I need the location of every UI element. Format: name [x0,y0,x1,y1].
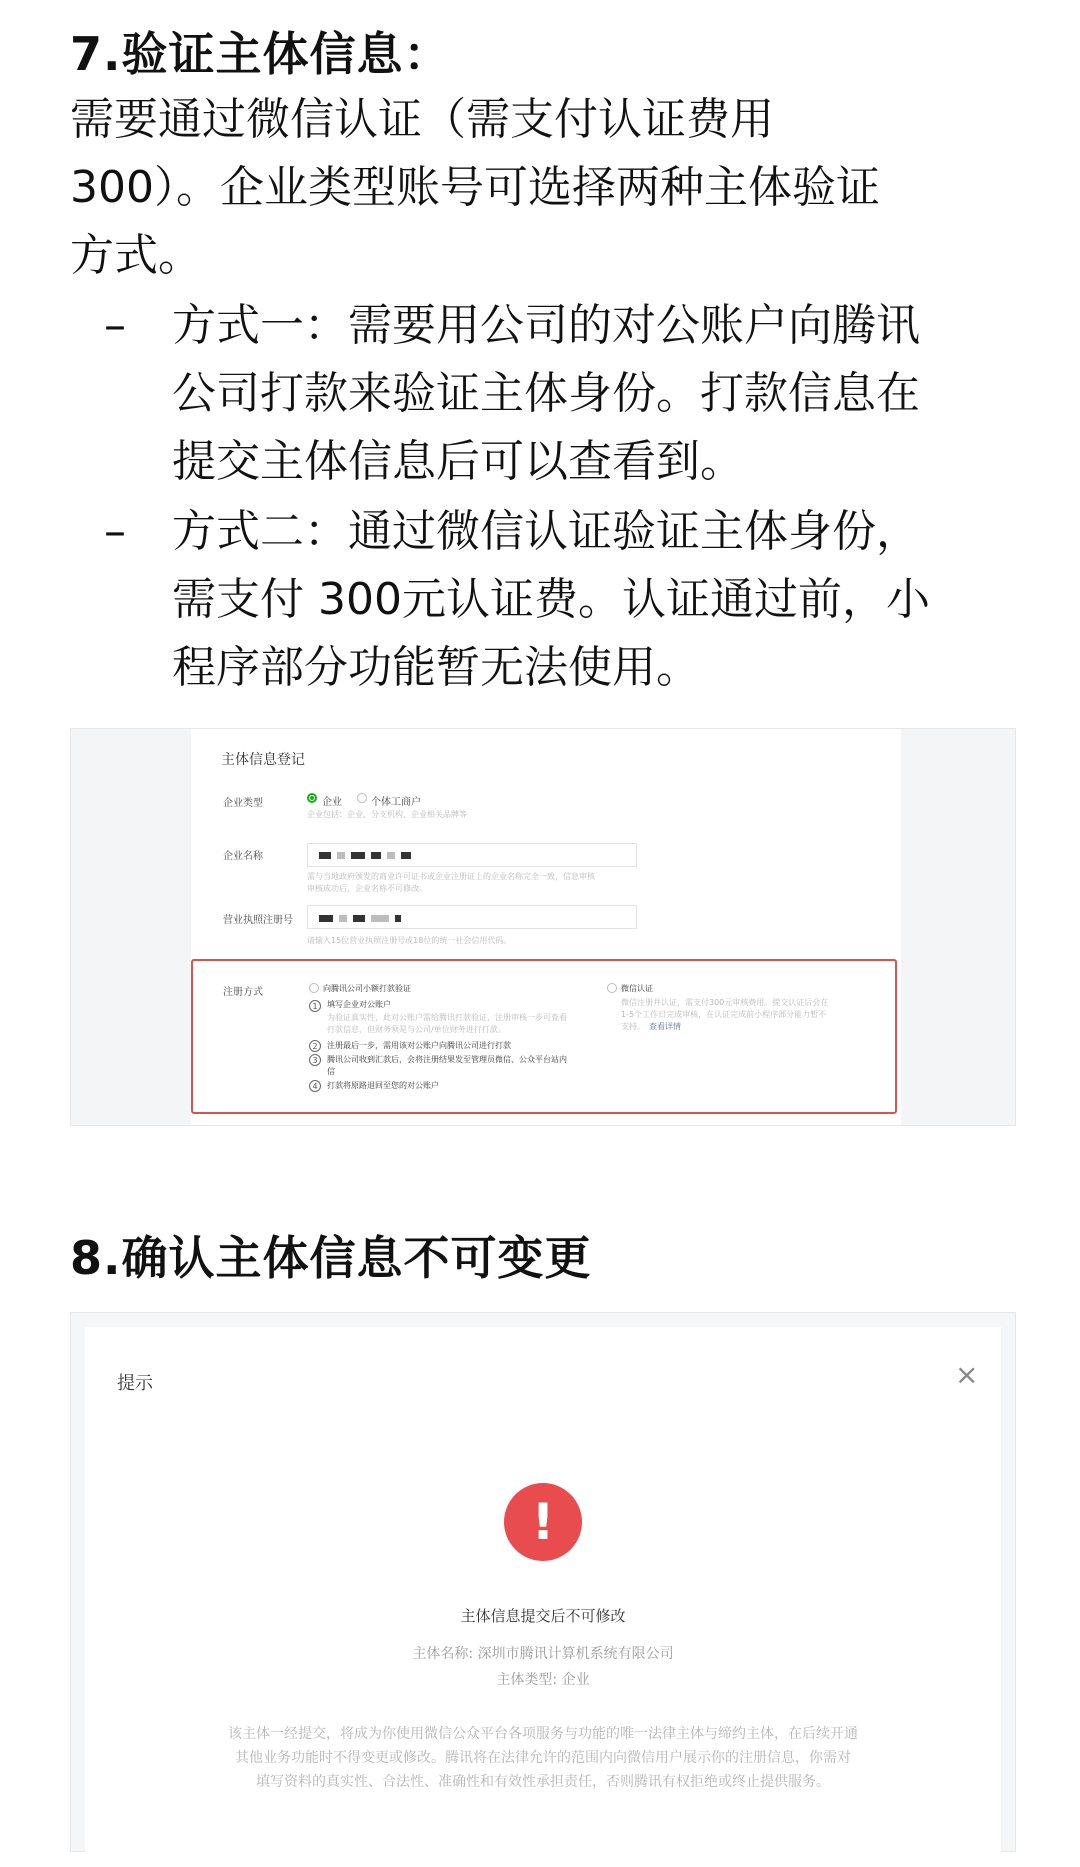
bullet-dash: – [104,506,126,557]
license-number-help: 请输入15位营业执照注册号或18位的统一社会信用代码。 [307,936,512,945]
subject-name-label: 主体名称: [412,1646,474,1662]
form-title: 主体信息登记 [221,752,305,768]
step-number: 2 [309,1040,321,1052]
redacted-text [319,915,333,922]
radio-individual[interactable] [357,793,367,803]
dialog-heading: 主体信息提交后不可修改 [460,1607,626,1625]
bullet-method-1 [172,292,1012,496]
bank-transfer-label: 向腾讯公司小额打款验证 [323,984,411,993]
redacted-text [339,915,347,922]
notice-line: 其他业务功能时不得变更或修改。腾讯将在法律允许的范围内向微信用户展示你的注册信息，你需对 [235,1750,851,1766]
confirm-dialog-screenshot [70,1312,1016,1852]
wechat-auth-desc: 1-5个工作日完成审核，在认证完成前小程序部分能力暂不 [621,1010,827,1019]
subject-name-value: 深圳市腾讯计算机系统有限公司 [477,1646,674,1662]
redacted-text [353,915,365,922]
section-7-paragraph [70,86,1010,290]
subject-type-value: 企业 [561,1672,590,1688]
radio-enterprise-label: 企业 [322,797,342,808]
close-icon[interactable]: × [955,1358,979,1391]
redacted-text [337,852,345,859]
view-details-link[interactable]: 查看详情 [649,1022,681,1031]
redacted-text [371,915,389,922]
notice-line: 填写资料的真实性、合法性、准确性和有效性承担责任，否则腾讯有权拒绝或终止提供服务。 [256,1774,830,1790]
notice-line: 该主体一经提交，将成为你使用微信公众平台各项服务与功能的唯一法律主体与缔约主体，在后续开通 [228,1726,858,1742]
bullet-line: 方式一：需要用公司的对公账户向腾讯 [172,300,920,351]
company-type-help: 企业包括：企业、分支机构、企业相关品牌等 [307,810,467,819]
step-number: 3 [309,1054,321,1066]
license-number-label: 营业执照注册号 [223,915,293,926]
bullet-dash: – [104,300,126,351]
paragraph-line: 需要通过微信认证（需支付认证费用 [70,94,774,145]
company-type-label: 企业类型 [223,798,263,809]
company-name-help: 需与当地政府颁发的商业许可证书或企业注册证上的企业名称完全一致，信息审核 [307,872,595,881]
company-name-label: 企业名称 [223,851,263,862]
section-7-heading: 7.验证主体信息： [70,27,451,81]
redacted-text [401,852,411,859]
register-method-label: 注册方式 [223,987,263,998]
paragraph-line: 300）。企业类型账号可选择两种主体验证 [70,162,880,213]
wechat-auth-label: 微信认证 [621,984,653,993]
radio-individual-label: 个体工商户 [371,797,421,808]
redacted-text [371,852,381,859]
redacted-text [319,852,331,859]
wechat-auth-desc: 微信注册并认证，需支付300元审核费用。提交认证后会在 [621,998,829,1007]
register-method-highlight [191,959,897,1114]
bullet-line: 方式二：通过微信认证验证主体身份， [172,506,920,557]
wechat-auth-desc: 支持。 [621,1022,645,1031]
step-title: 注册最后一步，需用该对公账户向腾讯公司进行打款 [327,1041,511,1050]
warning-icon: ! [504,1483,582,1561]
company-name-help: 审核成功后，企业名称不可修改。 [307,884,427,893]
step-title: 腾讯公司收到汇款后，会将注册结果发至管理员微信、公众平台站内 [327,1055,567,1064]
step-desc: 为验证真实性，此对公账户需给腾讯打款验证，注册审核一步可查看 [327,1013,567,1022]
radio-wechat-auth[interactable] [607,983,617,993]
registration-form-screenshot [70,728,1016,1126]
step-title: 打款将原路退回至您的对公账户 [327,1081,439,1090]
step-number: 4 [309,1080,321,1092]
bullet-line: 需支付 300元认证费。认证通过前，小 [172,574,930,625]
confirm-dialog [85,1327,1001,1867]
redacted-text [351,852,365,859]
section-8-heading: 8.确认主体信息不可变更 [70,1231,592,1285]
redacted-text [395,915,401,922]
step-number: 1 [309,1000,321,1012]
bullet-line: 提交主体信息后可以查看到。 [172,436,744,487]
step-desc: 打款信息，但财务须是与公司/单位财务进行打款。 [327,1025,506,1034]
step-title: 填写企业对公账户 [327,1000,391,1009]
step-desc: 信 [327,1067,335,1076]
radio-enterprise[interactable] [307,793,317,803]
paragraph-line: 方式。 [70,230,202,281]
subject-type-row [85,1669,1001,1689]
dialog-title: 提示 [117,1373,153,1394]
subject-name-row [85,1643,1001,1663]
subject-type-label: 主体类型: [496,1672,558,1688]
bullet-line: 公司打款来验证主体身份。打款信息在 [172,368,920,419]
bullet-line: 程序部分功能暂无法使用。 [172,642,700,693]
redacted-text [387,852,395,859]
radio-bank-transfer[interactable] [309,983,319,993]
bullet-method-2 [172,498,1012,702]
